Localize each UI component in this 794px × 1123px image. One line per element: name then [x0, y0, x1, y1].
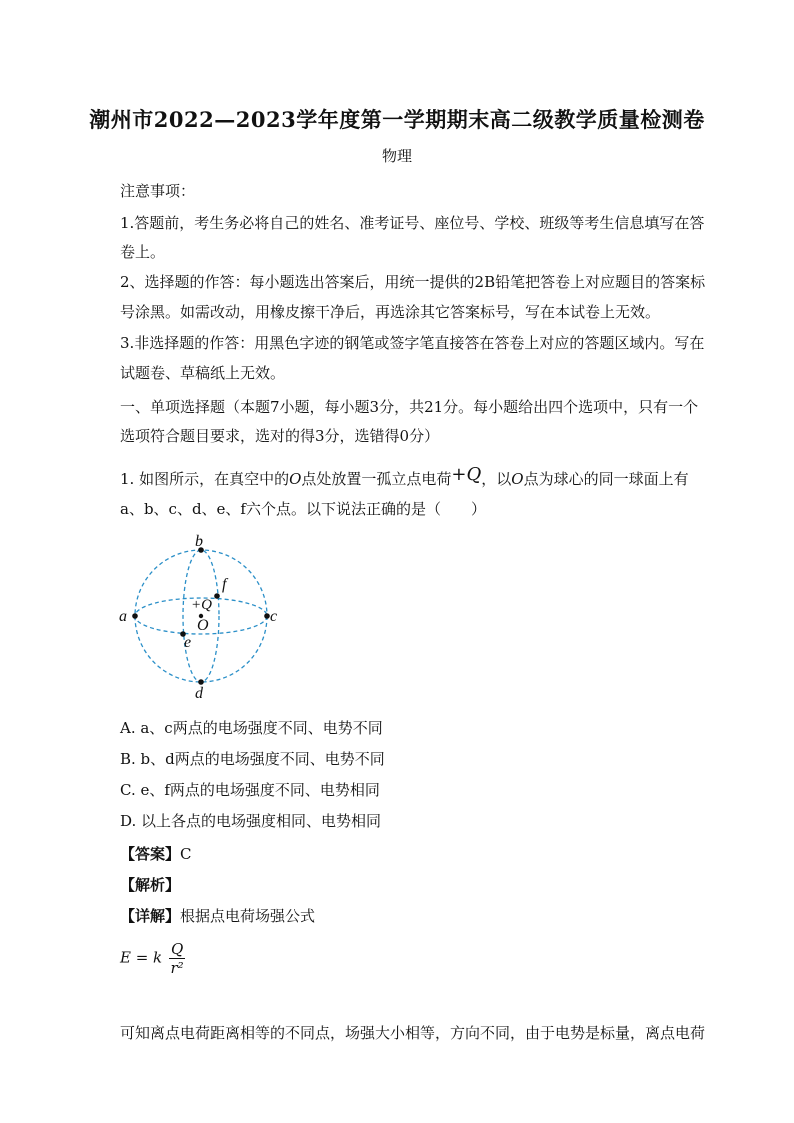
option-c: C. e、f两点的电场强度不同、电势相同 [120, 781, 380, 799]
notice-item-3a: 3.非选择题的作答：用黑色字迹的钢笔或签字笔直接答在答卷上对应的答题区域内。写在 [120, 334, 705, 352]
detail-line [120, 905, 315, 926]
label-c: c [270, 608, 278, 625]
stem-part2: 点处放置一孤立点电荷 [301, 470, 452, 488]
sphere-figure [115, 530, 290, 702]
stem-part3: ，以 [481, 470, 512, 488]
point-f [214, 593, 220, 599]
point-a [132, 613, 138, 619]
analysis-label: 【解析】 [120, 876, 181, 894]
explanation-line: 可知离点电荷距离相等的不同点，场强大小相等，方向不同，由于电势是标量，离点电荷 [120, 1024, 706, 1042]
notice-item-2a: 2、选择题的作答：每小题选出答案后，用统一提供的2B铅笔把答卷上对应题目的答案标 [120, 273, 706, 291]
subject-title: 物理 [381, 147, 412, 165]
label-a: a [119, 608, 127, 625]
label-o: O [197, 617, 209, 634]
label-d: d [195, 685, 203, 702]
label-f: f [222, 576, 227, 593]
option-b: B. b、d两点的电场强度不同、电势不同 [120, 750, 385, 768]
stem-o2: O [511, 470, 524, 488]
point-d [198, 679, 204, 685]
answer-line [120, 843, 192, 864]
label-e: e [184, 634, 192, 651]
notice-item-2b: 号涂黑。如需改动，用橡皮擦干净后，再选涂其它答案标号，写在本试卷上无效。 [120, 303, 661, 321]
notice-item-1b: 卷上。 [120, 243, 166, 261]
stem-o: O [289, 470, 302, 488]
notice-heading: 注意事项： [120, 182, 196, 200]
detail-label: 【详解】 [120, 907, 181, 925]
option-d: D. 以上各点的电场强度相同、电势相同 [120, 812, 382, 830]
detail-text: 根据点电荷场强公式 [180, 907, 316, 925]
label-b: b [195, 533, 203, 550]
answer-label: 【答案】 [120, 845, 181, 863]
formula-numerator: Q [170, 940, 184, 958]
section-heading-a: 一、单项选择题（本题7小题，每小题3分，共21分。每小题给出四个选项中，只有一个 [120, 398, 699, 416]
point-c [264, 613, 270, 619]
notice-item-1a: 1.答题前，考生务必将自己的姓名、准考证号、座位号、学校、班级等考生信息填写在答 [120, 214, 705, 232]
question-1-stem-a [120, 464, 689, 489]
field-formula [120, 940, 185, 977]
formula-lhs: E = k [120, 948, 163, 967]
option-a: A. a、c两点的电场强度不同、电势不同 [120, 719, 383, 737]
question-1-stem-b: a、b、c、d、e、f六个点。以下说法正确的是（ ） [120, 500, 486, 518]
answer-value: C [180, 845, 192, 863]
formula-denominator: r² [170, 959, 184, 977]
formula-fraction [169, 940, 185, 977]
label-charge: +Q [191, 597, 212, 613]
stem-part4: 点为球心的同一球面上有 [523, 470, 689, 488]
page-title: 潮州市2022—2023学年度第一学期期末高二级教学质量检测卷 [89, 107, 705, 132]
section-heading-b: 选项符合题目要求，选对的得3分，选错得0分） [120, 427, 440, 445]
stem-charge: +Q [451, 464, 482, 485]
stem-part1: 1. 如图所示，在真空中的 [120, 470, 290, 488]
notice-item-3b: 试题卷、草稿纸上无效。 [120, 364, 286, 382]
